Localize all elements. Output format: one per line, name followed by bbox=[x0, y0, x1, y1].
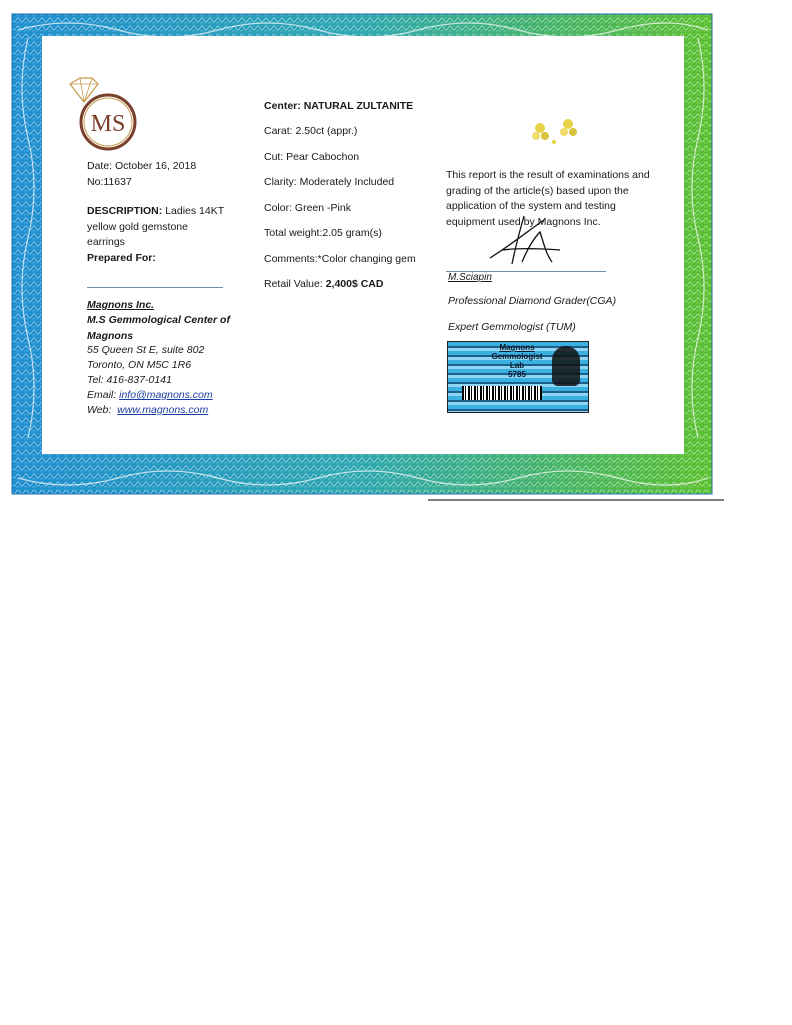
center-label: Center: bbox=[264, 100, 301, 112]
telephone: Tel: 416-837-0141 bbox=[87, 374, 172, 386]
report-date: Date: October 16, 2018 bbox=[87, 160, 197, 172]
email-label: Email: bbox=[87, 389, 117, 401]
cut: Cut: Pear Cabochon bbox=[264, 151, 360, 163]
clarity: Clarity: Moderately Included bbox=[264, 176, 395, 188]
address-line-2: Toronto, ON M5C 1R6 bbox=[87, 359, 192, 371]
retail-amount: 2,400$ CAD bbox=[325, 278, 384, 290]
description bbox=[87, 204, 227, 251]
seal-line-1: Magnons bbox=[499, 343, 535, 352]
web-row bbox=[87, 403, 208, 418]
total-weight: Total weight:2.05 gram(s) bbox=[264, 227, 382, 239]
company-name: Magnons Inc. bbox=[87, 299, 155, 311]
retail-label: Retail Value: bbox=[264, 278, 323, 290]
center-value: NATURAL ZULTANITE bbox=[303, 100, 414, 112]
certificate bbox=[8, 8, 726, 502]
seal-line-4: 5785 bbox=[508, 370, 526, 379]
prepared-for-label: Prepared For: bbox=[87, 252, 156, 264]
address-line-1: 55 Queen St E, suite 802 bbox=[87, 344, 205, 356]
signer-title-2: Expert Gemmologist (TUM) bbox=[448, 321, 576, 333]
description-label: DESCRIPTION: bbox=[87, 205, 163, 217]
signer-name: M.Sciapin bbox=[448, 272, 492, 283]
prepared-for-line bbox=[87, 287, 223, 288]
comments: Comments:*Color changing gem bbox=[264, 253, 416, 265]
lab-seal bbox=[447, 341, 589, 413]
signer-title-1: Professional Diamond Grader(CGA) bbox=[448, 295, 617, 307]
seal-line-2: Gemmologist bbox=[491, 352, 543, 361]
earrings-photo bbox=[528, 114, 586, 148]
seal-line-3: Lab bbox=[509, 361, 525, 370]
ms-logo bbox=[62, 76, 142, 154]
web-label: Web: bbox=[87, 404, 112, 416]
email-link[interactable]: info@magnons.com bbox=[119, 389, 213, 401]
signature bbox=[482, 214, 562, 272]
certificate-body bbox=[42, 36, 684, 454]
center-name: M.S Gemmological Center of Magnons bbox=[87, 314, 230, 342]
web-link[interactable]: www.magnons.com bbox=[117, 404, 209, 416]
report-number: No:11637 bbox=[87, 176, 132, 188]
description-text: Ladies 14KT yellow gold gemstone earrings bbox=[87, 205, 224, 248]
carat: Carat: 2.50ct (appr.) bbox=[264, 125, 358, 137]
portrait-icon bbox=[552, 346, 580, 386]
email-row bbox=[87, 388, 213, 403]
seal-text bbox=[482, 343, 552, 379]
barcode-icon bbox=[462, 386, 542, 400]
svg-text:MS: MS bbox=[90, 111, 126, 137]
center-stone bbox=[264, 99, 413, 114]
report-statement: This report is the result of examinations and grading of the article(s) based upon the application of the system and testing equipment used by Magnons Inc. bbox=[446, 169, 650, 228]
retail-value bbox=[264, 277, 383, 292]
color: Color: Green -Pink bbox=[264, 202, 351, 214]
